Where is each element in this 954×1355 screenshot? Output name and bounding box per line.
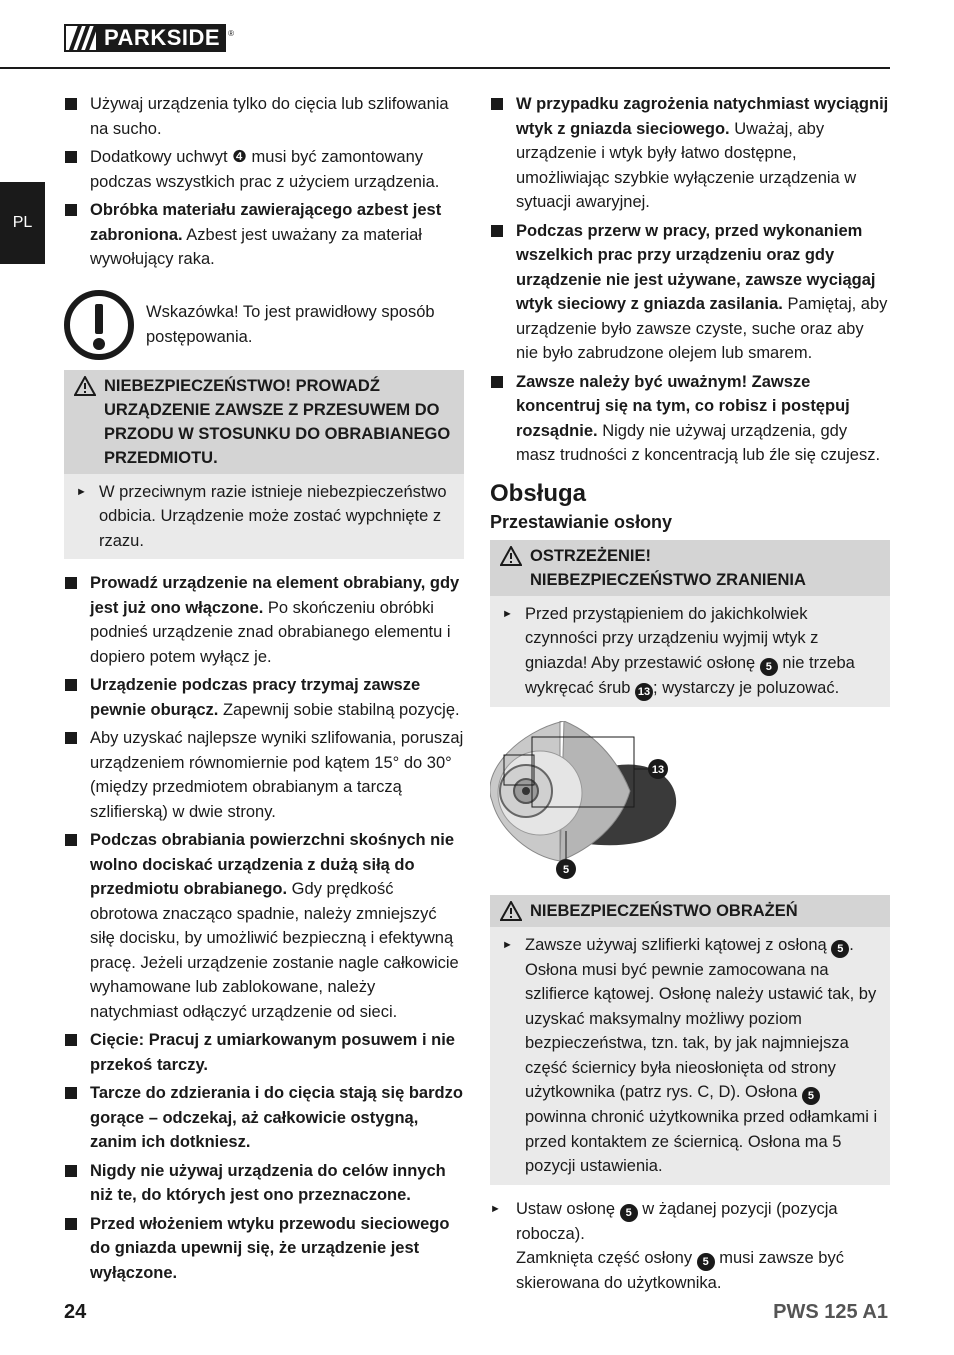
hint-note (64, 290, 464, 360)
warning-triangle-icon (74, 376, 96, 396)
list-item: Cięcie: Pracuj z umiarkowanym posuwem i nie przekoś tarczy. (64, 1028, 464, 1077)
ref-number-icon: 5 (760, 658, 778, 676)
bullet-square-icon (65, 151, 77, 163)
model-name: PWS 125 A1 (773, 1301, 888, 1323)
bullet-square-icon (65, 1218, 77, 1230)
subsection-title: Przestawianie osłony (490, 511, 673, 532)
bullet-square-icon (65, 577, 77, 589)
bullet-square-icon (65, 1165, 77, 1177)
ref-number-icon: 5 (697, 1253, 715, 1271)
bullet-square-icon (65, 679, 77, 691)
ref-number-icon: 5 (831, 940, 849, 958)
bullet-square-icon (65, 1034, 77, 1046)
logo-slashes-icon (64, 24, 98, 52)
list-item: Prowadź urządzenie na element obrabiany, gdy jest już ono włączone. Po skończeniu obróbki podnieś urządzenie znad obrabianego elementu i dopiero potem wyłącz je. (64, 571, 464, 669)
list-item: ► Przed przystąpieniem do jakichkolwiek czynności przy urządzeniu wyjmij wtyk z gniazda! Aby przestawić osłonę 5 nie trzeba wykręcać śrub 13 ; wystarczy je poluzować. (490, 602, 882, 701)
list-item: W przypadku zagrożenia natychmiast wyciągnij wtyk z gniazda sieciowego. Uważaj, aby urządzenie i wtyk były łatwo dostępne, umożliwiając szybkie wyłączenie urządzenia w sytuacji awaryjnej. (490, 92, 890, 215)
hint-text: Wskazówka! To jest prawidłowy sposób postępowania. (146, 303, 435, 346)
registered-icon: ® (228, 29, 235, 38)
list-item: Używaj urządzenia tylko do cięcia lub szlifowania na sucho. (64, 92, 464, 141)
arrow-icon: ► (490, 1202, 501, 1215)
callout-5: 5 (562, 863, 570, 876)
bullet-square-icon (65, 732, 77, 744)
angle-grinder-illustration (490, 721, 890, 881)
list-item: Obróbka materiału zawierającego azbest jest zabroniona. Azbest jest uważany za materiał wywołujący raka. (64, 198, 464, 272)
exclamation-icon (64, 290, 134, 360)
bullet-square-icon (65, 1087, 77, 1099)
page-number: 24 (64, 1301, 87, 1323)
language-tab: PL (0, 182, 45, 264)
danger-heading: NIEBEZPIECZEŃSTWO! PROWADŹ URZĄDZENIE ZAWSZE Z PRZESUWEM DO PRZODU W STOSUNKU DO OBRABIANEGO PRZEDMIOTU. (64, 370, 464, 474)
danger-heading: NIEBEZPIECZEŃSTWO OBRAŻEŃ (490, 895, 890, 927)
list-item: Urządzenie podczas pracy trzymaj zawsze pewnie oburącz. Zapewnij sobie stabilną pozycję. (64, 673, 464, 722)
list-item: ► W przeciwnym razie istnieje niebezpieczeństwo odbicia. Urządzenie może zostać wypchnięte z rzazu. (64, 480, 456, 554)
list-item: Nigdy nie używaj urządzenia do celów innych niż te, do których jest ono przeznaczone. (64, 1159, 464, 1208)
list-item: Podczas obrabiania powierzchni skośnych nie wolno dociskać urządzenia z dużą siłą do przedmiotu obrabianego. Gdy prędkość obrotowa znacząco spadnie, należy zmniejszyć siłę docisku, by umożliwić bezpieczną i efektywną pracę. Jeżeli urządzenie zostanie nagle całkowicie wyhamowane lub zablokowane, należy natychmiast odłączyć urządzenie od sieci. (64, 828, 464, 1024)
bullet-square-icon (65, 834, 77, 846)
right-column (490, 92, 890, 1296)
ref-number-icon: 5 (802, 1087, 820, 1105)
list-item: Aby uzyskać najlepsze wyniki szlifowania, poruszaj urządzeniem równomiernie pod kątem 15° do 30° (między przedmiotem obrabianym a tarczą szlifierską) w dwie strony. (64, 726, 464, 824)
step-item: ► Ustaw osłonę 5 w żądanej pozycji (pozycja robocza). Zamknięta część osłony 5 musi zawsze być skierowana do użytkownika. (490, 1197, 890, 1296)
warning-triangle-icon (500, 901, 522, 921)
warning-box (490, 540, 890, 707)
bullet-square-icon (491, 225, 503, 237)
brand-logo (64, 24, 235, 52)
left-column (64, 92, 464, 1289)
bullet-square-icon (491, 98, 503, 110)
bullet-square-icon (65, 204, 77, 216)
guard-figure (490, 721, 890, 881)
brand-name: PARKSIDE (104, 25, 221, 50)
ref-number-icon: 13 (635, 683, 653, 701)
list-item: Tarcze do zdzierania i do cięcia stają się bardzo gorące – odczekaj, aż całkowicie ostygną, zanim ich dotkniesz. (64, 1081, 464, 1155)
danger-box (64, 370, 464, 560)
warning-triangle-icon (500, 546, 522, 566)
list-item: Podczas przerw w pracy, przed wykonaniem wszelkich prac przy urządzeniu oraz gdy urządzenie nie jest używane, zawsze wyciągaj wtyk sieciowy z gniazda zasilania. Pamiętaj, aby urządzenie było zawsze czyste, suche oraz aby nie było zabrudzone olejem lub smarem. (490, 219, 890, 366)
list-item: Zawsze należy być uważnym! Zawsze koncentruj się na tym, co robisz i postępuj rozsądnie. Nigdy nie używaj urządzenia, gdy masz trudności z koncentracją lub źle się czujesz. (490, 370, 890, 468)
header-rule (0, 67, 890, 69)
list-item: Przed włożeniem wtyku przewodu sieciowego do gniazda upewnij się, że urządzenie jest wyłączone. (64, 1212, 464, 1286)
list-item: Dodatkowy uchwyt ❹ musi być zamontowany podczas wszystkich prac z użyciem urządzenia. (64, 145, 464, 194)
arrow-icon: ► (76, 485, 87, 498)
ref-number-icon: 5 (620, 1204, 638, 1222)
warning-heading: OSTRZEŻENIE! NIEBEZPIECZEŃSTWO ZRANIENIA (490, 540, 890, 596)
bullet-square-icon (491, 376, 503, 388)
bullet-square-icon (65, 98, 77, 110)
callout-13: 13 (651, 763, 665, 776)
arrow-icon: ► (502, 607, 513, 620)
list-item: ► Zawsze używaj szlifierki kątowej z osłoną 5 . Osłona musi być pewnie zamocowana na szlifierce kątowej. Osłonę należy ustawić tak, by uzyskać maksymalny możliwy poziom bezpieczeństwa, tzn. tak, by jak najmniejsza część ściernicy była nieosłonięta od strony użytkownika (patrz rys. C, D). Osłona 5 powinna chronić użytkownika przed odłamkami i przed kontaktem ze ściernicą. Osłona ma 5 pozycji ustawienia. (490, 933, 882, 1179)
danger-box (490, 895, 890, 1185)
arrow-icon: ► (502, 938, 513, 951)
section-title: Obsługa (490, 479, 587, 507)
